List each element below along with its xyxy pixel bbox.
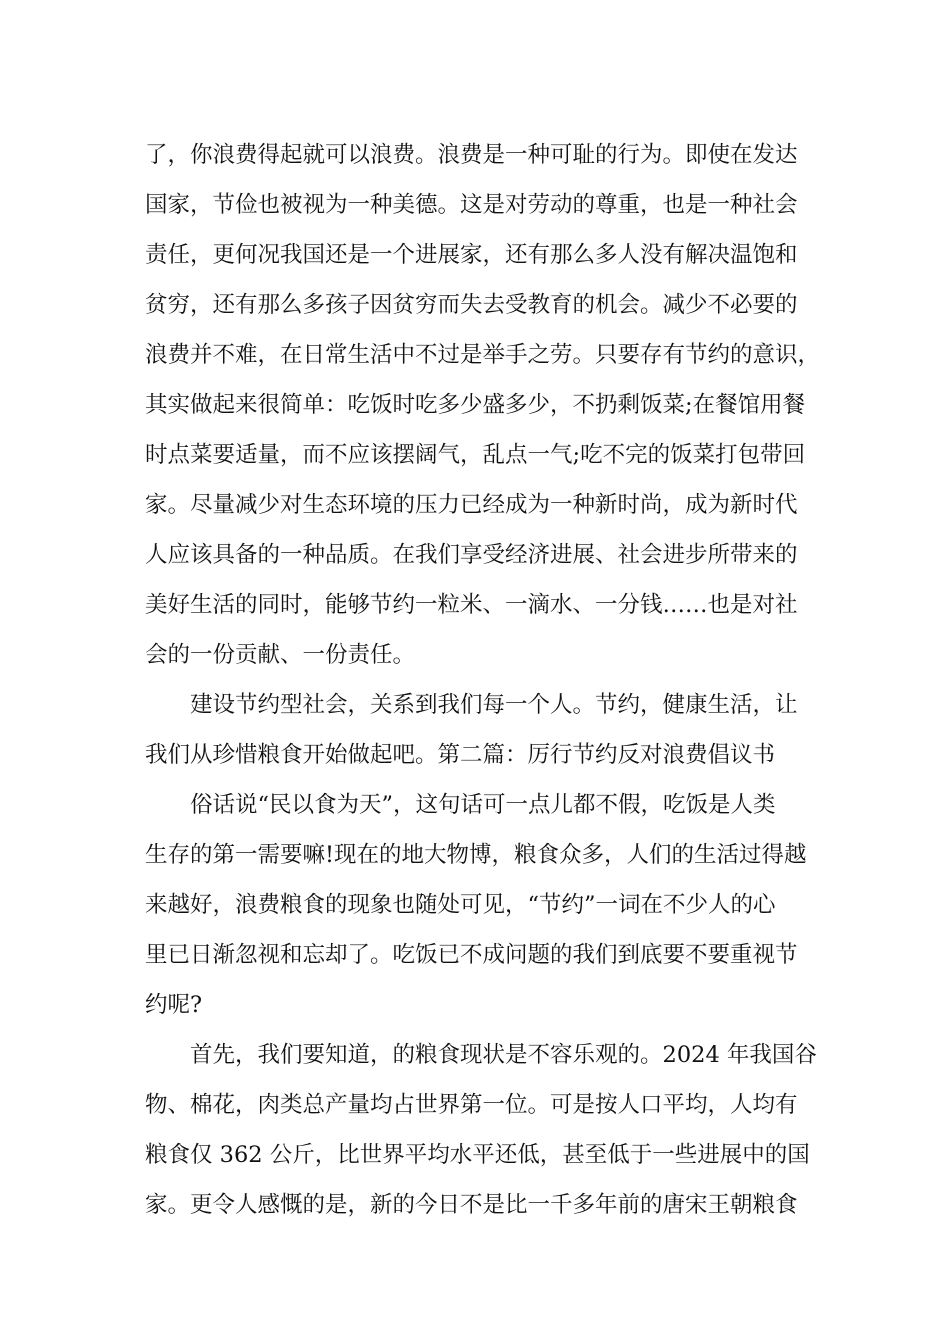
paragraph-start-line: 建设节约型社会，关系到我们每一个人。节约，健康生活，让 xyxy=(190,692,798,718)
text-line: 来越好，浪费粮食的现象也随处可见，“节约”一词在不少人的心 xyxy=(145,892,776,918)
text-line: 责任，更何况我国还是一个进展家，还有那么多人没有解决温饱和 xyxy=(145,242,798,268)
text-line: 粮食仅 362 公斤，比世界平均水平还低，甚至低于一些进展中的国 xyxy=(145,1142,810,1168)
body-text xyxy=(145,130,821,1230)
text-line: 会的一份贡献、一份责任。 xyxy=(145,642,416,668)
text-line: 人应该具备的一种品质。在我们享受经济进展、社会进步所带来的 xyxy=(145,542,798,568)
text-line: 美好生活的同时，能够节约一粒米、一滴水、一分钱……也是对社 xyxy=(145,592,798,618)
paragraph-start-line: 俗话说“民以食为天”，这句话可一点儿都不假，吃饭是人类 xyxy=(190,792,776,818)
text-line: 我们从珍惜粮食开始做起吧。第二篇：厉行节约反对浪费倡议书 xyxy=(145,742,776,768)
text-line: 了，你浪费得起就可以浪费。浪费是一种可耻的行为。即使在发达 xyxy=(145,142,798,168)
text-line: 家。更令人感慨的是，新的今日不是比一千多年前的唐宋王朝粮食 xyxy=(145,1192,798,1218)
text-line: 里已日渐忽视和忘却了。吃饭已不成问题的我们到底要不要重视节 xyxy=(145,942,798,968)
text-line: 时点菜要适量，而不应该摆阔气，乱点一气;吃不完的饭菜打包带回 xyxy=(145,442,806,468)
text-line: 物、棉花，肉类总产量均占世界第一位。可是按人口平均，人均有 xyxy=(145,1092,798,1118)
text-line: 生存的第一需要嘛!现在的地大物博，粮食众多，人们的生活过得越 xyxy=(145,842,807,868)
text-line: 贫穷，还有那么多孩子因贫穷而失去受教育的机会。减少不必要的 xyxy=(145,292,798,318)
paragraph-start-line: 首先，我们要知道，的粮食现状是不容乐观的。2024 年我国谷 xyxy=(190,1042,817,1068)
text-line: 浪费并不难，在日常生活中不过是举手之劳。只要存有节约的意识， xyxy=(145,342,821,368)
text-line: 家。尽量减少对生态环境的压力已经成为一种新时尚，成为新时代 xyxy=(145,492,798,518)
text-line: 国家，节俭也被视为一种美德。这是对劳动的尊重，也是一种社会 xyxy=(145,192,798,218)
text-line: 其实做起来很简单：吃饭时吃多少盛多少，不扔剩饭菜;在餐馆用餐 xyxy=(145,392,806,418)
text-line: 约呢? xyxy=(145,992,203,1018)
